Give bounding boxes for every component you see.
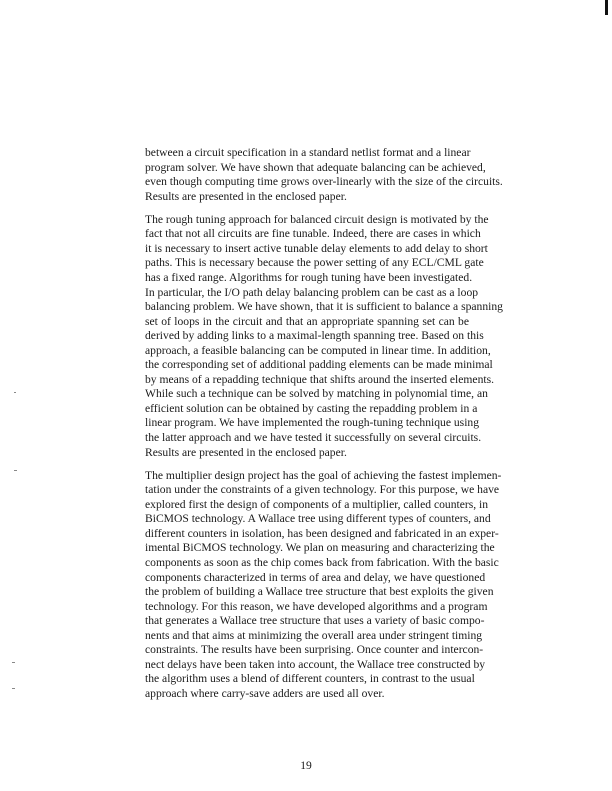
- page-number: 19: [300, 759, 312, 772]
- text-line: it is necessary to insert active tunable delay elements to add delay to short: [145, 241, 488, 255]
- text-line: The rough tuning approach for balanced circuit design is motivated by the: [145, 212, 489, 226]
- text-line: even though computing time grows over-linearly with the size of the circuits.: [145, 175, 503, 189]
- scan-speck: [12, 662, 15, 663]
- text-line: fact that not all circuits are fine tunable. Indeed, there are cases in which: [145, 227, 481, 241]
- text-line: derived by adding links to a maximal-length spanning tree. Based on this: [145, 329, 484, 343]
- scan-edge-mark: [605, 0, 608, 15]
- text-line: by means of a repadding technique that shifts around the inserted elements.: [145, 372, 494, 386]
- text-line: components characterized in terms of area and delay, we have questioned: [145, 570, 486, 584]
- paragraph: [145, 146, 503, 204]
- text-line: While such a technique can be solved by matching in polynomial time, an: [145, 387, 488, 401]
- text-line: between a circuit specification in a standard netlist format and a linear: [145, 146, 471, 159]
- text-line: nents and that aims at minimizing the overall area under stringent timing: [145, 628, 483, 642]
- text-line: balancing problem. We have shown, that it is sufficient to balance a spanning: [145, 300, 503, 314]
- text-line: components as soon as the chip comes back from fabrication. With the basic: [145, 555, 499, 569]
- body-text: [145, 146, 503, 710]
- text-line: the latter approach and we have tested it successfully on several circuits.: [145, 430, 482, 444]
- text-line: imental BiCMOS technology. We plan on measuring and characterizing the: [145, 541, 495, 555]
- text-line: explored first the design of components of a multiplier, called counters, in: [145, 497, 489, 511]
- text-line: program solver. We have shown that adequate balancing can be achieved,: [145, 160, 486, 174]
- text-line: The multiplier design project has the goal of achieving the fastest implemen-: [145, 468, 502, 482]
- scan-speck: [12, 688, 15, 689]
- text-line: BiCMOS technology. A Wallace tree using different types of counters, and: [145, 512, 491, 526]
- text-line: different counters in isolation, has been designed and fabricated in an exper-: [145, 526, 499, 540]
- text-line: set of loops in the circuit and that an appropriate spanning set can be: [145, 314, 469, 328]
- text-line: Results are presented in the enclosed paper.: [145, 189, 347, 203]
- text-line: the algorithm uses a blend of different counters, in contrast to the usual: [145, 672, 475, 686]
- text-line: technology. For this reason, we have developed algorithms and a program: [145, 599, 488, 613]
- text-line: efficient solution can be obtained by casting the repadding problem in a: [145, 401, 478, 415]
- text-line: constraints. The results have been surprising. Once counter and intercon-: [145, 643, 484, 657]
- text-line: has a fixed range. Algorithms for rough tuning have been investigated.: [145, 270, 473, 284]
- text-line: In particular, the I/O path delay balancing problem can be cast as a loop: [145, 285, 479, 299]
- text-line: nect delays have been taken into account, the Wallace tree constructed by: [145, 657, 486, 671]
- scan-speck: [14, 392, 16, 393]
- text-line: approach, a feasible balancing can be computed in linear time. In addition,: [145, 343, 491, 357]
- paragraph: [145, 212, 503, 460]
- text-line: that generates a Wallace tree structure that uses a variety of basic compo-: [145, 614, 485, 628]
- text-line: paths. This is necessary because the power setting of any ECL/CML gate: [145, 256, 484, 270]
- text-line: the corresponding set of additional padding elements can be made minimal: [145, 358, 493, 372]
- text-line: approach where carry-save adders are used all over.: [145, 686, 385, 700]
- text-line: tation under the constraints of a given technology. For this purpose, we have: [145, 483, 500, 497]
- text-line: Results are presented in the enclosed paper.: [145, 445, 347, 459]
- paragraph: [145, 468, 502, 702]
- text-line: linear program. We have implemented the rough-tuning technique using: [145, 416, 480, 430]
- scan-speck: [14, 470, 17, 471]
- text-line: the problem of building a Wallace tree structure that best exploits the given: [145, 585, 494, 599]
